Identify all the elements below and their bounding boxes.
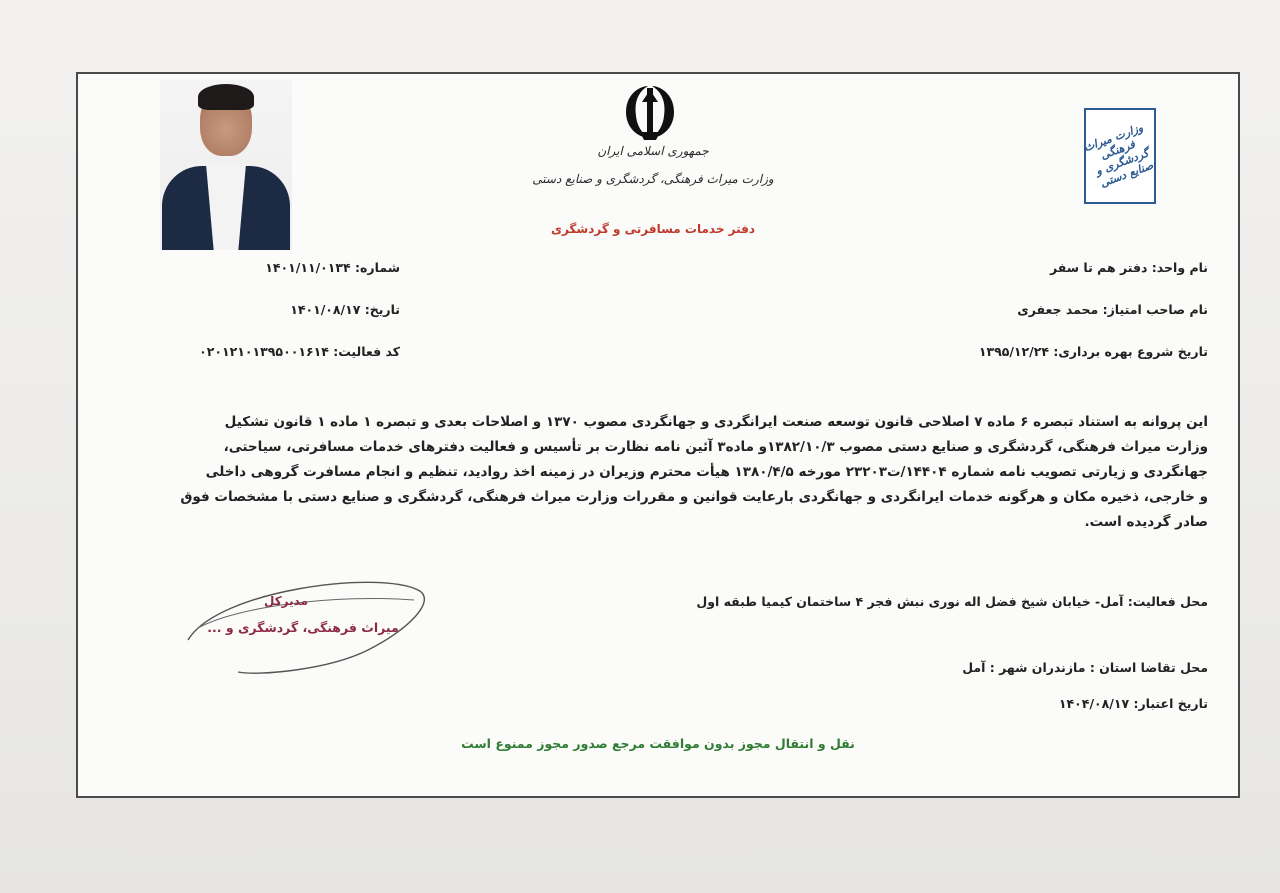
activity-code: کد فعالیت: ۰۲۰۱۲۱۰۱۳۹۵۰۰۱۶۱۴: [199, 344, 400, 359]
body-line: وزارت میراث فرهنگی، گردشگری و صنایع دستی مصوب ۱۳۸۲/۱۰/۳و ماده۳ آئین نامه نظارت بر تأسیس و فعالیت دفترهای خدمات مسافرتی، سیاحتی،: [223, 439, 1208, 455]
holder-photo: [160, 80, 292, 250]
office-title: دفتر خدمات مسافرتی و گردشگری: [550, 222, 756, 236]
license-certificate: [76, 72, 1240, 798]
ministry-logo-text: وزارت میراث فرهنگی گردشگری و صنایع دستی: [1082, 120, 1155, 190]
seal-org: میراث فرهنگی، گردشگری و ...: [207, 620, 399, 635]
republic-label: جمهوری اسلامی ایران: [597, 144, 709, 158]
body-line: جهانگردی و زیارتی تصویب نامه شماره ۱۴۴۰۴/ت۲۳۲۰۳ مورخه ۱۳۸۰/۴/۵ هیأت محترم وزیران در زمینه اخذ روادید، تنظیم و انجام مسافرت گروهی داخلی: [205, 464, 1208, 480]
activity-place: محل فعالیت: آمل- خیابان شیخ فضل اله نوری نبش فجر ۴ ساختمان کیمیا طبقه اول: [696, 594, 1208, 609]
license-body: [128, 410, 1208, 535]
body-line: این پروانه به استناد تبصره ۶ ماده ۷ اصلاحی قانون توسعه صنعت ایرانگردی و جهانگردی مصوب ۱۳۷۰ و اصلاحات بعدی و تبصره ۱ ماده ۱ قانون تشکیل: [224, 414, 1208, 430]
holder-name: نام صاحب امتیاز: محمد جعفری: [1017, 302, 1208, 317]
issue-date: تاریخ: ۱۴۰۱/۰۸/۱۷: [290, 302, 400, 317]
start-date: تاریخ شروع بهره برداری: ۱۳۹۵/۱۲/۲۴: [978, 344, 1208, 359]
request-place: محل تقاضا استان : مازندران شهر : آمل: [962, 660, 1208, 675]
ministry-label: وزارت میراث فرهنگی، گردشگری و صنایع دستی: [532, 172, 774, 186]
ministry-logo: [1084, 108, 1156, 204]
license-number: شماره: ۱۴۰۱/۱۱/۰۱۳۴: [265, 260, 400, 275]
seal-title: مدیرکل: [263, 594, 309, 608]
body-line: و خارجی، ذخیره مکان و هرگونه خدمات ایرانگردی و جهانگردی بارعایت قوانین و مقررات وزارت میراث فرهنگی، گردشگری و صنایع دستی با مشخصات فوق: [180, 489, 1208, 505]
iran-emblem-icon: [618, 82, 682, 144]
unit-name: نام واحد: دفتر هم تا سفر: [1050, 260, 1208, 275]
validity-date: تاریخ اعتبار: ۱۴۰۴/۰۸/۱۷: [1058, 696, 1208, 711]
body-line: صادر گردیده است.: [1084, 514, 1208, 530]
transfer-notice: نقل و انتقال مجوز بدون موافقت مرجع صدور مجوز ممنوع است: [461, 736, 855, 751]
